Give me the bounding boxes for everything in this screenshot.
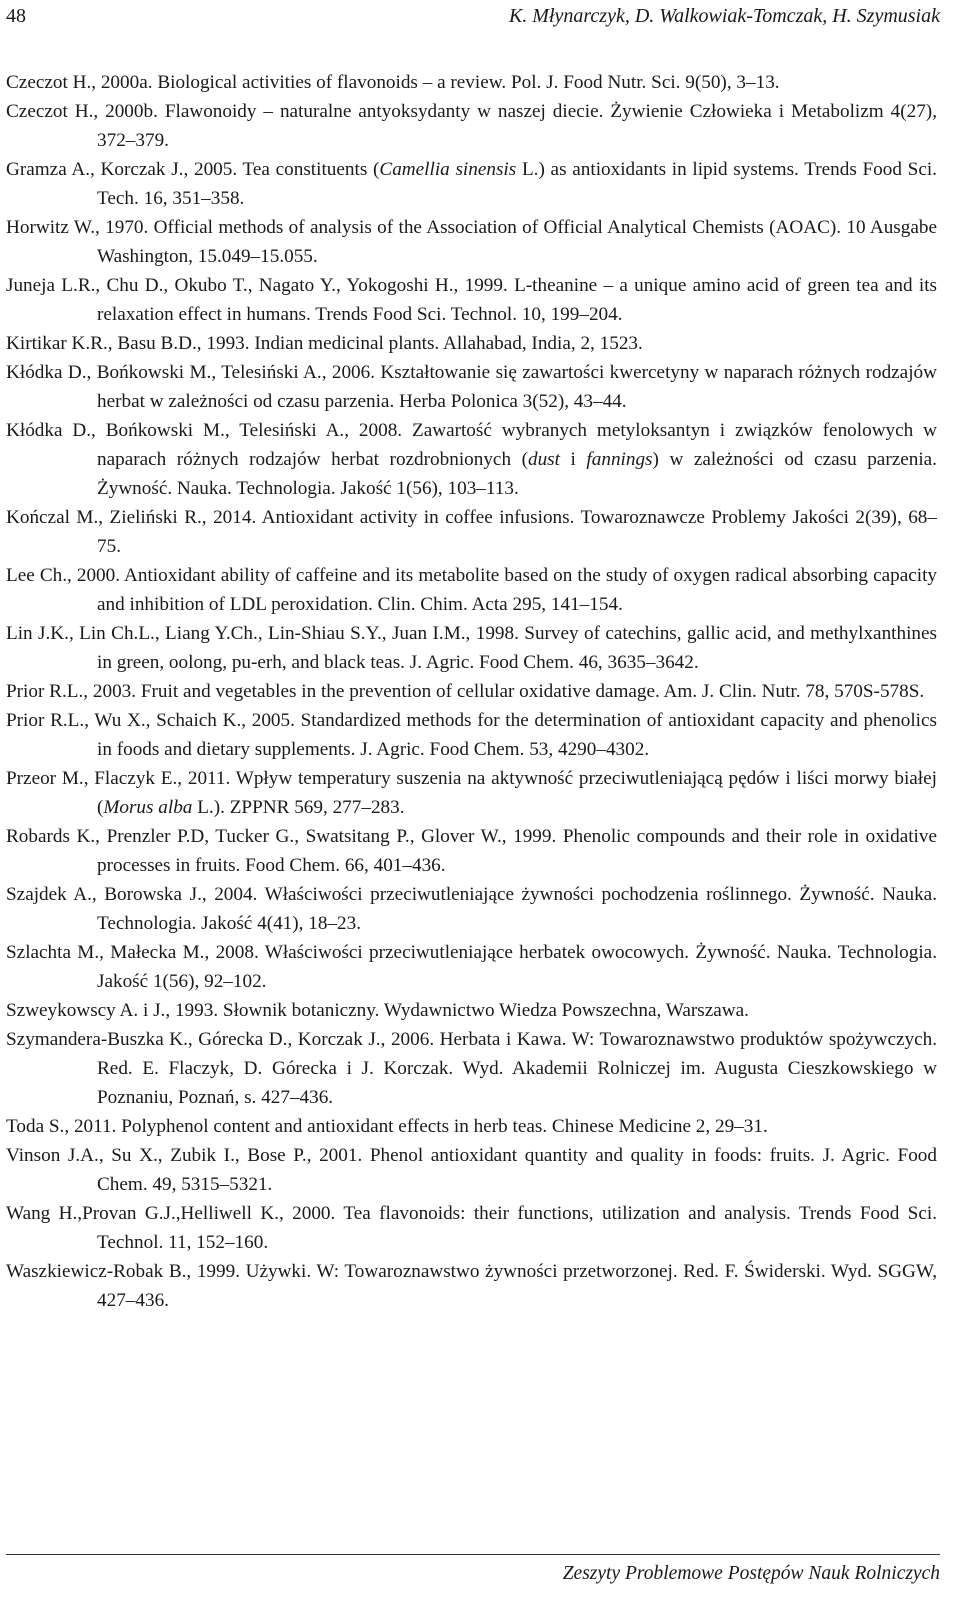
reference-entry [6,1025,937,1112]
reference-text: Prior R.L., 2003. Fruit and vegetables in the prevention of cellular oxidative damage. Am. J. Clin. Nutr. 78, 570S-578S. [6,681,925,702]
reference-text: Czeczot H., 2000b. Flawonoidy – naturalne antyoksydanty w naszej diecie. Żywienie Człowieka i Metabolizm 4(27), 372–379. [6,101,937,151]
reference-entry [6,271,937,329]
reference-text: Horwitz W., 1970. Official methods of analysis of the Association of Official Analytical Chemists (AOAC). 10 Ausgabe Washington, 15.049–15.055. [6,217,937,267]
reference-text: Vinson J.A., Su X., Zubik I., Bose P., 2001. Phenol antioxidant quantity and quality in foods: fruits. J. Agric. Food Chem. 49, 5315–5321. [6,1145,937,1195]
reference-entry [6,155,937,213]
reference-text: Waszkiewicz-Robak B., 1999. Używki. W: Towaroznawstwo żywności przetworzonej. Red. F. Świderski. Wyd. SGGW, 427–436. [6,1261,937,1311]
running-head-authors: K. Młynarczyk, D. Walkowiak-Tomczak, H. Szymusiak [508,5,940,27]
reference-text: Gramza A., Korczak J., 2005. Tea constituents ( [6,159,380,180]
reference-list [6,68,937,1315]
reference-entry [6,416,937,503]
reference-italic-text: Morus alba [103,797,193,818]
reference-entry [6,1141,937,1199]
reference-entry [6,880,937,938]
reference-text: Kłódka D., Bońkowski M., Telesiński A., 2006. Kształtowanie się zawartości kwercetyny w naparach różnych rodzajów herbat w zależności od czasu parzenia. Herba Polonica 3(52), 43–44. [6,362,937,412]
reference-italic-text: fannings [586,449,653,470]
reference-italic-text: dust [527,449,560,470]
reference-text: Czeczot H., 2000a. Biological activities of flavonoids – a review. Pol. J. Food Nutr. Sci. 9(50), 3–13. [6,72,780,93]
reference-text: Toda S., 2011. Polyphenol content and antioxidant effects in herb teas. Chinese Medicine 2, 29–31. [6,1116,768,1137]
reference-entry [6,213,937,271]
reference-text: Prior R.L., Wu X., Schaich K., 2005. Standardized methods for the determination of antioxidant capacity and phenolics in foods and dietary supplements. J. Agric. Food Chem. 53, 4290–4302. [6,710,937,760]
reference-text: Szlachta M., Małecka M., 2008. Właściwości przeciwutleniające herbatek owocowych. Żywność. Nauka. Technologia. Jakość 1(56), 92–102. [6,942,937,992]
reference-italic-text: Camellia sinensis [379,159,517,180]
reference-entry [6,1257,937,1315]
reference-entry [6,619,937,677]
reference-entry [6,1112,937,1141]
reference-entry [6,822,937,880]
journal-name-footer: Zeszyty Problemowe Postępów Nauk Rolniczych [562,1563,940,1584]
reference-text: ) w zależności od czasu parzenia. Żywność. Nauka. Technologia. Jakość 1(56), 103–113. [97,449,937,499]
reference-text: Szymandera-Buszka K., Górecka D., Korczak J., 2006. Herbata i Kawa. W: Towaroznawstwo produktów spożywczych. Red. E. Flaczyk, D. Górecka i J. Korczak. Wyd. Akademii Rolniczej im. Augusta Cieszkowskiego w Poznaniu, Poznań, s. 427–436. [6,1029,937,1108]
reference-entry [6,938,937,996]
reference-entry [6,764,937,822]
reference-text: Szajdek A., Borowska J., 2004. Właściwości przeciwutleniające żywności pochodzenia roślinnego. Żywność. Nauka. Technologia. Jakość 4(41), 18–23. [6,884,937,934]
reference-text: Lee Ch., 2000. Antioxidant ability of caffeine and its metabolite based on the study of oxygen radical absorbing capacity and inhibition of LDL peroxidation. Clin. Chim. Acta 295, 141–154. [6,565,937,615]
reference-entry [6,68,937,97]
reference-text: Szweykowscy A. i J., 1993. Słownik botaniczny. Wydawnictwo Wiedza Powszechna, Warszawa. [6,1000,749,1021]
reference-text: Kirtikar K.R., Basu B.D., 1993. Indian medicinal plants. Allahabad, India, 2, 1523. [6,333,643,354]
reference-entry [6,561,937,619]
reference-entry [6,329,937,358]
page-header [6,0,940,36]
reference-entry [6,97,937,155]
reference-text: Juneja L.R., Chu D., Okubo T., Nagato Y., Yokogoshi H., 1999. L-theanine – a unique amino acid of green tea and its relaxation effect in humans. Trends Food Sci. Technol. 10, 199–204. [6,275,937,325]
reference-entry [6,996,937,1025]
reference-text: Kłódka D., Bońkowski M., Telesiński A., 2008. Zawartość wybranych metyloksantyn i związków fenolowych w naparach różnych rodzajów herbat rozdrobnionych ( [6,420,937,470]
reference-text: i [559,449,587,470]
reference-text: Lin J.K., Lin Ch.L., Liang Y.Ch., Lin-Shiau S.Y., Juan I.M., 1998. Survey of catechins, gallic acid, and methylxanthines in green, oolong, pu-erh, and black teas. J. Agric. Food Chem. 46, 3635–3642. [6,623,937,673]
reference-text: Wang H.,Provan G.J.,Helliwell K., 2000. Tea flavonoids: their functions, utilization and analysis. Trends Food Sci. Technol. 11, 152–160. [6,1203,937,1253]
reference-text: L.). ZPPNR 569, 277–283. [192,797,405,818]
reference-entry [6,1199,937,1257]
reference-entry [6,677,937,706]
reference-text: L.) as antioxidants in lipid systems. Trends Food Sci. Tech. 16, 351–358. [97,159,937,209]
reference-text: Robards K., Prenzler P.D, Tucker G., Swatsitang P., Glover W., 1999. Phenolic compounds and their role in oxidative processes in fruits. Food Chem. 66, 401–436. [6,826,937,876]
reference-text: Kończal M., Zieliński R., 2014. Antioxidant activity in coffee infusions. Towaroznawcze Problemy Jakości 2(39), 68–75. [6,507,937,557]
reference-entry [6,706,937,764]
page-number: 48 [6,5,26,27]
reference-text: Przeor M., Flaczyk E., 2011. Wpływ temperatury suszenia na aktywność przeciwutleniającą pędów i liści morwy białej ( [6,768,937,818]
footer-rule [6,1554,940,1555]
reference-entry [6,358,937,416]
reference-entry [6,503,937,561]
